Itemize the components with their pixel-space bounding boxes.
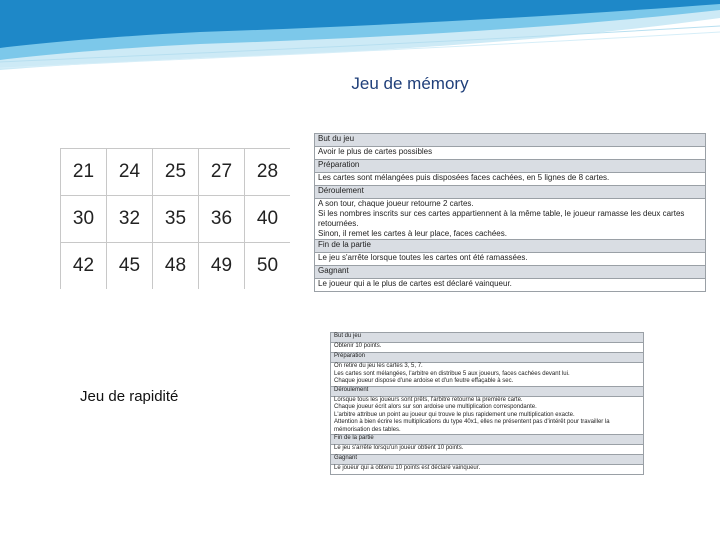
grid-cell: 40 — [245, 196, 291, 243]
rules-line: Sinon, il remet les cartes à leur place, faces cachées. — [318, 229, 507, 238]
rules-cell — [331, 386, 644, 396]
rules-section-body — [315, 173, 706, 186]
rules-line: Lorsque tous les joueurs sont prêts, l'arbitre retourne la première carte. — [334, 396, 523, 403]
grid-cell: 50 — [256, 255, 279, 276]
rules-cell — [331, 363, 644, 387]
rules-line: Le joueur qui a obtenu 10 points est déclaré vainqueur. — [334, 465, 481, 471]
rules-line: A son tour, chaque joueur retourne 2 cartes. — [318, 199, 474, 208]
rules-cell — [331, 333, 644, 343]
rules-section-body — [331, 363, 644, 387]
rules-line: Chaque joueur écrit alors sur son ardoise une multiplication correspondante. — [334, 404, 537, 410]
rules-cell — [331, 343, 644, 353]
rules-cell — [331, 353, 644, 363]
rules-section-header — [315, 134, 706, 147]
rules-line: Préparation — [318, 160, 360, 169]
rules-cell — [331, 455, 644, 465]
grid-cell: 28 — [245, 149, 291, 196]
rules-line: Les cartes sont mélangées puis disposées faces cachées, en 5 lignes de 8 cartes. — [318, 173, 610, 182]
grid-cell: 49 — [199, 243, 245, 290]
grid-cell: 27 — [199, 149, 245, 196]
rules-section-header — [331, 386, 644, 396]
rules-cell — [315, 147, 706, 160]
grid-cell: 21 — [61, 149, 107, 196]
rules-line: But du jeu — [318, 134, 355, 143]
rules-line: Avoir le plus de cartes possibles — [318, 147, 433, 156]
rules-section-body — [315, 279, 706, 292]
rules-cell — [331, 465, 644, 475]
grid-cell: 42 — [61, 243, 107, 290]
rules-cell — [315, 253, 706, 266]
grid-cell: 36 — [199, 196, 245, 243]
rules-section-header — [331, 455, 644, 465]
rules-line: On retire du jeu les cartes 3, 5, 7. — [334, 363, 423, 369]
rules-section-body — [315, 147, 706, 160]
grid-row — [61, 149, 291, 196]
rules-line: Le joueur qui a le plus de cartes est déclaré vainqueur. — [318, 279, 512, 288]
grid-cell: 32 — [107, 196, 153, 243]
rules-cell — [315, 266, 706, 279]
rules-line: Déroulement — [318, 186, 364, 195]
grid-cell: 35 — [153, 196, 199, 243]
rules-line: Préparation — [334, 353, 366, 359]
grid-cell: 25 — [153, 149, 199, 196]
rules-section-body — [315, 253, 706, 266]
rules-line: Chaque joueur dispose d'une ardoise et d'un feutre effaçable à sec. — [334, 378, 514, 384]
rules-line: Fin de la partie — [318, 240, 371, 249]
rules-section-header — [331, 333, 644, 343]
memory-rules-table — [314, 133, 706, 292]
rules-line: Déroulement — [334, 386, 369, 393]
rules-line: Fin de la partie — [334, 435, 374, 441]
number-grid — [60, 148, 290, 289]
rules-line: Le jeu s'arrête lorsque toutes les cartes ont été ramassées. — [318, 253, 528, 262]
rules-cell — [331, 445, 644, 455]
slide-title: Jeu de mémory — [351, 74, 469, 93]
rules-cell — [315, 173, 706, 186]
rules-line: L'arbitre attribue un point au joueur qui trouve le plus rapidement une multiplication exacte. — [334, 411, 575, 418]
grid-row — [61, 196, 291, 243]
grid-cell: 24 — [107, 149, 153, 196]
grid-cell: 48 — [153, 243, 199, 290]
rules-section-body — [331, 465, 644, 475]
rules-section-header — [315, 240, 706, 253]
rules-section-header — [331, 435, 644, 445]
grid-row — [61, 243, 291, 290]
rules-section-body — [331, 445, 644, 455]
rules-cell — [315, 186, 706, 199]
rules-section-body — [331, 396, 644, 435]
rules-cell — [315, 279, 706, 292]
rules-line: Si les nombres inscrits sur ces cartes appartiennent à la même table, le joueur ramasse les deux cartes retournées. — [318, 209, 685, 228]
rules-cell — [331, 396, 644, 435]
rules-cell — [315, 199, 706, 240]
rules-line: Gagnant — [334, 455, 358, 461]
rules-line: Obtenir 10 points. — [334, 343, 382, 349]
rules-section-body — [331, 343, 644, 353]
rules-section-body — [315, 199, 706, 240]
rules-cell — [315, 160, 706, 173]
rules-cell — [315, 240, 706, 253]
rules-section-header — [315, 266, 706, 279]
rules-cell — [315, 134, 706, 147]
rapidity-rules-table — [330, 332, 644, 475]
rules-line: Les cartes sont mélangées, l'arbitre en distribue 5 aux joueurs, faces cachées devant lui. — [334, 370, 570, 377]
rules-section-header — [315, 160, 706, 173]
rules-line: Gagnant — [318, 266, 349, 275]
rules-line: Attention à bien écrire les multiplications du type 40x1, elles ne présentent pas d'intérêt pour travailler la mémorisation des tables. — [334, 419, 610, 433]
grid-cell: 30 — [61, 196, 107, 243]
rapidity-game-label: Jeu de rapidité — [80, 388, 179, 405]
grid-cell: 45 — [107, 243, 153, 290]
rules-line: Le jeu s'arrête lorsqu'un joueur obtient 10 points. — [334, 445, 464, 451]
rules-section-header — [331, 353, 644, 363]
rules-line: But du jeu — [334, 333, 362, 339]
rules-section-header — [315, 186, 706, 199]
rules-cell — [331, 435, 644, 445]
